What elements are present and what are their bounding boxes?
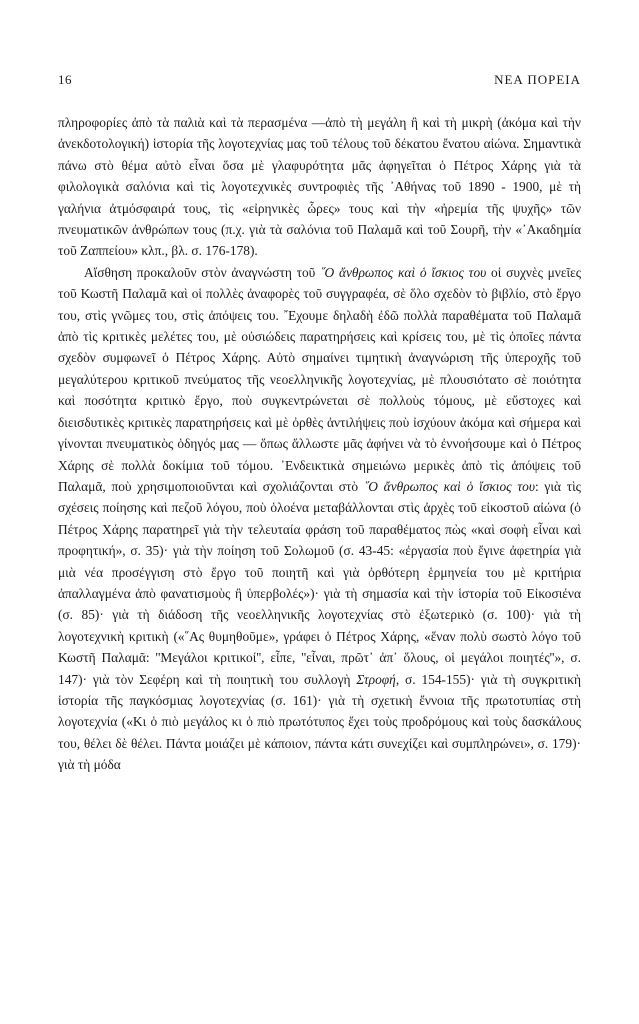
collection-title: Στροφή — [356, 671, 396, 687]
paragraph — [58, 262, 581, 776]
body-text — [58, 112, 581, 776]
book-title: ῞Ο ἄνθρωπος καὶ ὁ ἴσκιος του — [320, 264, 487, 280]
paragraph-text: , σ. 154-155)· γιὰ τὴ συγκριτικὴ ἱστορία τῆς παγκόσμιας λογοτεχνίας (σ. 161)· γιὰ τὴ σχετικὴ ἔννοια τῆς πρωτοτυπίας στὴ λογοτεχνία («Κι ὁ πιὸ μεγάλος κι ὁ πιὸ πρωτότυπος ἔχει τοὺς προδρόμους καὶ τοὺς δασκάλους του, θέλει δὲ θέλει. Πάντα μοιάζει μὲ κάποιον, πάντα κάτι συνεχίζει καὶ συμπληρώνει», σ. 179)· γιὰ τὴ μόδα — [58, 671, 581, 773]
paragraph-text: οἱ συχνὲς μνεῖες τοῦ Κωστῆ Παλαμᾶ καὶ οἱ πολλὲς ἀναφορὲς τοῦ συγγραφέα, σὲ ὅλο σχεδὸν τὸ βιβλίο, στὸ ἔργο του, στὶς γνῶμες του, στὶς ἀπόψεις του. ῎Εχουμε δηλαδὴ ἐδῶ πολλὰ παραθέματα τοῦ Παλαμᾶ ἀπὸ τὶς κριτικὲς μελέτες του, μὲ οὐσιώδεις παρατηρήσεις καὶ κρίσεις του, μὲ τὶς ὁποῖες πάντα σχεδὸν συμφωνεῖ ὁ Πέτρος Χάρης. Αὐτὸ σημαίνει τιμητικὴ ἀναγνώριση τῆς ὑπεροχῆς τοῦ μεγαλύτερου κριτικοῦ πνεύματος τῆς νεοελληνικῆς λογοτεχνίας, μὲ πλουσιότατο σὲ ποιότητα καὶ ποσότητα κριτικὸ ἔργο, ποὺ συγκεντρώνεται σὲ πολλοὺς τόμους, μὲ εὔστοχες καὶ διεισδυτικὲς κριτικὲς παρατηρήσεις καὶ μὲ ὀρθὲς ἀντιλήψεις ποὺ ἰσχύουν ἀκόμα καὶ σήμερα καὶ γίνονται πνευματικὸς ὁδηγός μας — ὅπως ἄλλωστε μᾶς ἀφήνει νὰ τὸ ἐννοήσουμε καὶ ὁ Πέτρος Χάρης σὲ πολλὰ δοκίμια τοῦ τόμου. ᾿Ενδεικτικὰ σημειώνω μερικὲς ἀπὸ τὶς ἀπόψεις τοῦ Παλαμᾶ, ποὺ χρησιμοποιοῦνται καὶ σχολιάζονται στὸ — [58, 264, 582, 494]
paragraph-text: : γιὰ τὶς σχέσεις ποίησης καὶ πεζοῦ λόγου, ποὺ ὁλοένα μεταβάλλονται στὶς ἀρχὲς τοῦ εἰκοστοῦ αἰώνα (ὁ Πέτρος Χάρης παρατηρεῖ γιὰ τὴν τελευταία φράση τοῦ παραθέματος πὼς «καὶ σοφὴ εἶναι καὶ προφητική», σ. 35)· γιὰ τὴν ποίηση τοῦ Σολωμοῦ (σ. 43-45: «ἐργασία ποὺ ἔγινε ἀφετηρία γιὰ μιὰ νέα προσέγγιση στὸ ἔργο τοῦ ποιητῆ καὶ γιὰ ὀρθότερη ἑρμηνεία του μὲ κριτήρια ἀπαλλαγμένα ἀπὸ φανατισμοὺς ἢ ὑπερβολές»)· γιὰ τὴ σημασία καὶ τὴν ἱστορία τοῦ Εἰκοσιένα (σ. 85)· γιὰ τὴ διάδοση τῆς νεοελληνικῆς λογοτεχνίας στὸ ἐξωτερικὸ (σ. 100)· γιὰ τὴ λογοτεχνικὴ κριτικὴ («῞Ας θυμηθοῦμε», γράφει ὁ Πέτρος Χάρης, «ἕναν πολὺ σωστὸ λόγο τοῦ Κωστῆ Παλαμᾶ: ''Μεγάλοι κριτικοί'', εἶπε, ''εἶναι, πρῶτ᾿ ἀπ᾿ ὅλους, οἱ μεγάλοι ποιητές''», σ. 147)· γιὰ τὸν Σεφέρη καὶ τὴ ποιητικὴ του συλλογὴ — [58, 478, 581, 687]
page-number: 16 — [58, 72, 72, 87]
page-header — [58, 72, 581, 88]
paragraph-continuation: πληροφορίες ἀπὸ τὰ παλιὰ καὶ τὰ περασμένα —ἀπὸ τὴ μεγάλη ἢ καὶ τὴ μικρὴ (ἀκόμα καὶ τὴν ἀνεκδοτολογική) ἱστορία τῆς λογοτεχνίας μας τοῦ τέλους τοῦ δέκατου ἔνατου αἰώνα. Σημαντικὰ πάνω στὸ θέμα αὐτὸ εἶναι ὅσα μὲ γλαφυρότητα μᾶς ἀφηγεῖται ὁ Πέτρος Χάρης γιὰ τὰ φιλολογικὰ σαλόνια καὶ τὶς λογοτεχνικὲς συντροφιὲς τῆς ᾿Αθήνας τοῦ 1890 - 1900, μὲ τὴ γαλήνια ἀτμόσφαιρά τους, τὶς «εἰρηνικὲς ὧρες» τους καὶ τὴν «ἠρεμία τῆς ψυχῆς» τῶν πνευματικῶν ἀνθρώπων τους (π.χ. γιὰ τὰ σαλόνια τοῦ Παλαμᾶ καὶ τοῦ Σουρῆ, τὴν «᾿Ακαδημία τοῦ Ζαππείου» κλπ., βλ. σ. 176-178). — [58, 115, 581, 259]
book-title: ῞Ο ἄνθρωπος καὶ ὁ ἴσκιος του — [363, 478, 535, 494]
paragraph-lead: Αἴσθηση προκαλοῦν στὸν ἀναγνώστη τοῦ — [84, 264, 321, 280]
running-title: ΝΕΑ ΠΟΡΕΙΑ — [494, 72, 581, 87]
